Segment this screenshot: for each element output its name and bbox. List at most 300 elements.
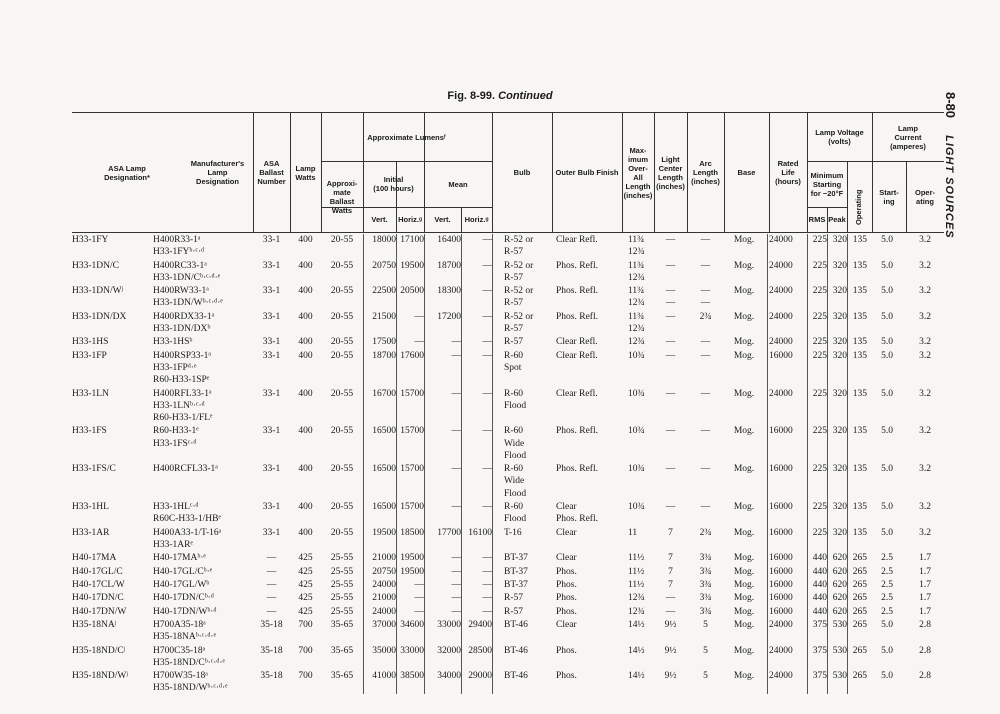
table-body <box>72 234 944 696</box>
cell-operating-current: 1.7 <box>919 566 931 577</box>
cell-peak: 530 <box>832 620 847 631</box>
cell-start-current: 2.5 <box>881 606 893 617</box>
cell-initial-vert: 16500 <box>372 426 396 437</box>
cell-rated-life: 16000 <box>769 350 793 361</box>
cell-lamp-watts: 700 <box>298 671 313 682</box>
cell-operating-v: 135 <box>852 426 867 437</box>
cell-light-center: — <box>665 388 676 399</box>
cell-arc-length: 3¾ <box>699 606 712 617</box>
header-vert-mean: Vert. <box>434 215 451 224</box>
cell-arc-length: 3¾ <box>699 553 712 564</box>
table-row <box>72 579 944 592</box>
table-row <box>72 463 944 501</box>
cell-initial-vert: 41000 <box>372 671 396 682</box>
cell-mean-horiz: — <box>482 235 492 245</box>
cell-initial-horiz: 18500 <box>400 527 424 538</box>
cell-operating-current: 3.2 <box>919 337 931 348</box>
cell-bulb: R-57 <box>504 606 523 617</box>
cell-operating-current: 3.2 <box>919 235 931 245</box>
cell-ballast-watts: 25-55 <box>330 553 354 564</box>
cell-peak: 320 <box>832 260 847 271</box>
table-row <box>72 566 944 579</box>
cell-finish: Clear Refl. <box>556 350 598 361</box>
cell-finish: Phos. <box>556 645 577 656</box>
cell-mean-horiz: 16100 <box>468 527 492 538</box>
cell-operating-current: 2.8 <box>919 645 931 656</box>
header-ballast-watts: Approxi- mate Ballast Watts <box>326 178 358 215</box>
cell-manufacturer: H700A35-18ᵃ H35-18NAᵇ·ᶜ·ᵈ·ᵉ <box>153 620 216 643</box>
cell-rms: 225 <box>812 388 827 399</box>
cell-ballast-number: 35-18 <box>260 620 283 631</box>
cell-initial-vert: 18000 <box>372 235 396 245</box>
cell-light-center: — — <box>665 286 676 309</box>
cell-max-length: 12¾ <box>628 337 645 348</box>
cell-rms: 440 <box>812 553 827 564</box>
cell-rated-life: 16000 <box>769 606 793 617</box>
cell-operating-current: 2.8 <box>919 671 931 682</box>
cell-peak: 620 <box>832 553 847 564</box>
cell-operating-v: 265 <box>852 606 867 617</box>
cell-rms: 440 <box>812 606 827 617</box>
cell-operating-v: 135 <box>852 311 867 322</box>
cell-initial-horiz: 38500 <box>400 671 424 682</box>
cell-ballast-watts: 20-55 <box>330 426 354 437</box>
cell-start-current: 5.0 <box>881 464 893 475</box>
cell-bulb: BT-37 <box>504 566 528 577</box>
cell-arc-length: — <box>700 426 711 437</box>
cell-lamp-watts: 400 <box>298 501 313 512</box>
figure-number: Fig. 8-99. <box>447 90 496 102</box>
cell-mean-horiz: — <box>482 388 492 399</box>
cell-base: Mog. <box>733 593 755 604</box>
cell-finish: Phos. <box>556 566 577 577</box>
cell-peak: 620 <box>832 593 847 604</box>
cell-manufacturer: H40-17GL/Wᵇ <box>153 579 210 590</box>
cell-max-length: 14½ <box>628 671 645 682</box>
cell-operating-current: 3.2 <box>919 350 931 361</box>
cell-operating-v: 265 <box>852 579 867 590</box>
cell-operating-current: 3.2 <box>919 260 931 271</box>
cell-rms: 225 <box>812 260 827 271</box>
cell-mean-vert: — <box>451 579 461 590</box>
cell-mean-vert: — <box>451 566 461 577</box>
header-asa-lamp: ASA Lamp Designation* <box>104 163 150 182</box>
cell-lamp-watts: 425 <box>298 606 313 617</box>
cell-operating-v: 135 <box>852 235 867 245</box>
cell-peak: 320 <box>832 527 847 538</box>
header-horiz-mean: Horiz.ᵍ <box>464 215 489 224</box>
cell-asa: H33-1DN/C <box>72 260 119 271</box>
cell-operating-current: 3.2 <box>919 464 931 475</box>
table-row <box>72 425 944 463</box>
cell-rms: 375 <box>812 671 827 682</box>
cell-rated-life: 24000 <box>769 671 793 682</box>
cell-operating-current: 2.8 <box>919 620 931 631</box>
cell-light-center: — <box>665 593 676 604</box>
cell-initial-vert: 21500 <box>372 311 396 322</box>
cell-arc-length: — <box>700 464 711 475</box>
cell-initial-horiz: — <box>414 579 424 590</box>
cell-arc-length: — <box>700 501 711 512</box>
cell-manufacturer: R60-H33-1ᵉ H33-1FSᶜ·ᵈ <box>153 426 199 449</box>
cell-initial-horiz: 19500 <box>400 260 424 271</box>
cell-ballast-watts: 25-55 <box>330 566 354 577</box>
cell-initial-horiz: 15700 <box>400 426 424 437</box>
cell-rated-life: 24000 <box>769 645 793 656</box>
cell-asa: H33-1DN/Wʲ <box>72 286 124 297</box>
cell-finish: Phos. <box>556 606 577 617</box>
table-row <box>72 645 944 671</box>
cell-rms: 440 <box>812 566 827 577</box>
cell-asa: H40-17MA <box>72 553 117 564</box>
cell-rms: 225 <box>812 337 827 348</box>
cell-base: Mog. <box>733 620 755 631</box>
cell-ballast-watts: 35-65 <box>330 671 354 682</box>
cell-mean-vert: 17200 <box>437 311 461 322</box>
cell-ballast-number: 33-1 <box>262 350 281 361</box>
cell-asa: H33-1FS/C <box>72 464 116 475</box>
cell-start-current: 5.0 <box>881 620 893 631</box>
cell-max-length: 11¾ 12¾ <box>628 235 645 258</box>
cell-lamp-watts: 425 <box>298 579 313 590</box>
cell-manufacturer: H40-17GL/Cᵇ·ᵉ <box>153 566 213 577</box>
cell-rated-life: 24000 <box>769 620 793 631</box>
cell-rated-life: 24000 <box>769 260 793 271</box>
cell-lamp-watts: 400 <box>298 464 313 475</box>
cell-max-length: 11¾ 12¾ <box>628 311 645 334</box>
cell-manufacturer: H400R33-1ᵃ H33-1FYᵇ·ᶜ·ᵈ <box>153 235 205 258</box>
cell-lamp-watts: 400 <box>298 337 313 348</box>
cell-light-center: — <box>665 311 676 322</box>
cell-asa: H33-1HS <box>72 337 109 348</box>
cell-operating-current: 1.7 <box>919 606 931 617</box>
cell-lamp-watts: 425 <box>298 593 313 604</box>
cell-max-length: 12¾ <box>628 593 645 604</box>
cell-operating-v: 265 <box>852 671 867 682</box>
cell-initial-horiz: 34600 <box>400 620 424 631</box>
cell-initial-horiz: 19500 <box>400 566 424 577</box>
cell-operating-v: 135 <box>852 527 867 538</box>
cell-bulb: R-60 Flood <box>504 501 527 525</box>
cell-initial-vert: 35000 <box>372 645 396 656</box>
cell-asa: H33-1LN <box>72 388 109 399</box>
cell-mean-vert: — <box>451 426 461 437</box>
cell-rms: 440 <box>812 579 827 590</box>
header-approx-lumens: Approximate Lumensᶠ <box>367 132 446 142</box>
cell-initial-horiz: 19500 <box>400 553 424 564</box>
cell-base: Mog. <box>733 235 755 245</box>
cell-finish: Clear Refl. <box>556 337 598 348</box>
table-row <box>72 606 944 619</box>
header-base: Base <box>737 168 756 177</box>
cell-initial-horiz: 15700 <box>400 388 424 399</box>
cell-ballast-watts: 20-55 <box>330 235 354 245</box>
cell-base: Mog. <box>733 671 755 682</box>
cell-start-current: 5.0 <box>881 645 893 656</box>
cell-operating-v: 135 <box>852 388 867 399</box>
cell-operating-current: 3.2 <box>919 501 931 512</box>
cell-mean-horiz: — <box>482 337 492 348</box>
cell-operating-v: 265 <box>852 566 867 577</box>
cell-rms: 375 <box>812 645 827 656</box>
cell-light-center: 9½ <box>664 645 677 656</box>
cell-light-center: — <box>665 260 676 271</box>
cell-base: Mog. <box>733 388 755 399</box>
cell-mean-horiz: — <box>482 566 492 577</box>
cell-arc-length: — <box>700 260 711 271</box>
cell-ballast-number: 33-1 <box>262 235 281 245</box>
cell-finish: Clear <box>556 553 577 564</box>
header-lamp-current: Lamp Current (amperes) <box>890 123 926 151</box>
cell-bulb: R-60 Flood <box>504 388 527 411</box>
table-row <box>72 234 944 260</box>
cell-max-length: 10¾ <box>628 464 645 475</box>
table-row <box>72 350 944 388</box>
cell-light-center: — <box>665 426 676 437</box>
cell-mean-vert: 17700 <box>437 527 461 538</box>
cell-mean-horiz: 29400 <box>468 620 492 631</box>
cell-base: Mog. <box>733 464 755 475</box>
table-row <box>72 285 944 311</box>
cell-mean-vert: 18300 <box>437 286 461 297</box>
cell-ballast-number: 33-1 <box>262 464 281 475</box>
cell-asa: H33-1AR <box>72 527 110 538</box>
cell-initial-vert: 20750 <box>372 260 396 271</box>
header-horiz-initial: Horiz.ᵍ <box>398 215 422 224</box>
cell-start-current: 5.0 <box>881 286 893 297</box>
header-operating-current: Oper- ating <box>914 187 935 206</box>
cell-lamp-watts: 400 <box>298 527 313 538</box>
cell-start-current: 2.5 <box>881 593 893 604</box>
cell-rms: 225 <box>812 527 827 538</box>
cell-mean-vert: — <box>451 350 461 361</box>
cell-finish: Clear <box>556 527 577 538</box>
cell-initial-horiz: 15700 <box>400 464 424 475</box>
cell-mean-vert: — <box>451 501 461 512</box>
cell-operating-v: 135 <box>852 286 867 297</box>
cell-rated-life: 24000 <box>769 235 793 245</box>
cell-initial-horiz: 33000 <box>400 645 424 656</box>
cell-operating-current: 3.2 <box>919 311 931 322</box>
cell-asa: H40-17DN/W <box>72 606 127 617</box>
cell-finish: Phos. Refl. <box>556 311 598 322</box>
cell-arc-length: — <box>700 350 711 361</box>
cell-bulb: R-57 <box>504 593 523 604</box>
cell-ballast-watts: 20-55 <box>330 311 354 322</box>
cell-initial-vert: 19500 <box>372 527 396 538</box>
cell-mean-horiz: — <box>482 311 492 322</box>
cell-base: Mog. <box>733 350 755 361</box>
cell-rated-life: 24000 <box>769 388 793 399</box>
cell-operating-current: 1.7 <box>919 579 931 590</box>
cell-arc-length: 5 <box>703 671 708 682</box>
cell-start-current: 5.0 <box>881 426 893 437</box>
cell-mean-horiz: — <box>482 286 492 297</box>
cell-manufacturer: H400RW33-1ᵃ H33-1DN/Wᵇ·ᶜ·ᵈ·ᵉ <box>153 286 223 309</box>
cell-ballast-number: 33-1 <box>262 260 281 271</box>
cell-rms: 375 <box>812 620 827 631</box>
cell-operating-current: 3.2 <box>919 426 931 437</box>
cell-manufacturer: H400RCFL33-1ᵃ <box>153 464 218 475</box>
cell-arc-length: 3¾ <box>699 593 712 604</box>
cell-start-current: 5.0 <box>881 235 893 245</box>
cell-lamp-watts: 425 <box>298 566 313 577</box>
cell-light-center: 7 <box>668 566 673 577</box>
cell-base: Mog. <box>733 311 755 322</box>
cell-arc-length: — <box>700 235 711 245</box>
cell-operating-v: 265 <box>852 553 867 564</box>
header-vert-initial: Vert. <box>371 215 388 224</box>
cell-ballast-number: — <box>266 593 277 604</box>
cell-start-current: 5.0 <box>881 311 893 322</box>
header-max-length: Max- imum Over- All Length (inches) <box>623 145 653 200</box>
cell-peak: 320 <box>832 286 847 297</box>
cell-light-center: 9½ <box>664 620 677 631</box>
header-starting-current: Start- ing <box>879 187 899 206</box>
cell-base: Mog. <box>733 527 755 538</box>
cell-mean-vert: — <box>451 553 461 564</box>
cell-start-current: 5.0 <box>881 350 893 361</box>
cell-operating-v: 135 <box>852 350 867 361</box>
cell-lamp-watts: 400 <box>298 286 313 297</box>
cell-mean-vert: 18700 <box>437 260 461 271</box>
cell-operating-current: 1.7 <box>919 593 931 604</box>
cell-rms: 225 <box>812 464 827 475</box>
cell-ballast-watts: 20-55 <box>330 260 354 271</box>
cell-ballast-watts: 35-65 <box>330 620 354 631</box>
cell-base: Mog. <box>733 553 755 564</box>
cell-bulb: R-52 or R-57 <box>504 286 534 309</box>
cell-manufacturer: H33-1HSᵇ <box>153 337 193 348</box>
cell-ballast-number: 35-18 <box>260 645 283 656</box>
cell-ballast-watts: 20-55 <box>330 464 354 475</box>
cell-max-length: 10¾ <box>628 388 645 399</box>
cell-operating-v: 135 <box>852 464 867 475</box>
cell-base: Mog. <box>733 501 755 512</box>
cell-mean-vert: — <box>451 464 461 475</box>
cell-operating-current: 3.2 <box>919 286 931 297</box>
cell-ballast-number: 33-1 <box>262 337 281 348</box>
cell-initial-horiz: 20500 <box>400 286 424 297</box>
cell-initial-vert: 16700 <box>372 388 396 399</box>
page-number: 8-80 <box>943 92 958 119</box>
cell-rated-life: 16000 <box>769 426 793 437</box>
header-rated-life: Rated Life (hours) <box>775 159 801 186</box>
cell-peak: 620 <box>832 579 847 590</box>
cell-mean-horiz: 29000 <box>468 671 492 682</box>
cell-start-current: 5.0 <box>881 527 893 538</box>
cell-arc-length: 2¾ <box>699 527 712 538</box>
cell-manufacturer: H33-1HLᶜ·ᵈ R60C-H33-1/HBᵉ <box>153 501 221 525</box>
cell-mean-vert: — <box>451 388 461 399</box>
cell-light-center: — <box>665 235 676 245</box>
header-peak: Peak <box>828 215 846 224</box>
cell-base: Mog. <box>733 579 755 590</box>
cell-mean-horiz: — <box>482 350 492 361</box>
cell-lamp-watts: 400 <box>298 311 313 322</box>
cell-finish: Phos. Refl. <box>556 426 598 437</box>
header-manufacturer: Manufacturer's Lamp Designation <box>190 159 245 186</box>
cell-mean-horiz: — <box>482 579 492 590</box>
cell-asa: H33-1FY <box>72 235 109 245</box>
table-row <box>72 311 944 337</box>
cell-initial-horiz: — <box>414 337 424 348</box>
cell-ballast-watts: 20-55 <box>330 337 354 348</box>
cell-start-current: 5.0 <box>881 671 893 682</box>
cell-lamp-watts: 400 <box>298 235 313 245</box>
cell-mean-horiz: — <box>482 260 492 271</box>
cell-max-length: 12¾ <box>628 606 645 617</box>
header-light-center: Light Center Length (inches) <box>656 154 685 191</box>
cell-initial-vert: 21000 <box>372 593 396 604</box>
cell-initial-vert: 37000 <box>372 620 396 631</box>
cell-bulb: R-57 <box>504 337 523 348</box>
cell-peak: 320 <box>832 388 847 399</box>
cell-arc-length: — — <box>700 286 711 309</box>
header-mean: Mean <box>448 179 468 189</box>
header-rms: RMS <box>808 215 826 224</box>
cell-peak: 530 <box>832 671 847 682</box>
cell-bulb: R-60 Wide Flood <box>504 426 527 461</box>
header-lamp-watts: Lamp Watts <box>295 163 316 182</box>
cell-rms: 440 <box>812 593 827 604</box>
cell-ballast-number: 33-1 <box>262 501 281 512</box>
cell-manufacturer: H40-17MAᵇ·ᵉ <box>153 553 206 564</box>
cell-bulb: T-16 <box>504 527 522 538</box>
header-ballast-number: ASA Ballast Number <box>257 159 286 186</box>
cell-operating-current: 1.7 <box>919 553 931 564</box>
cell-operating-v: 135 <box>852 260 867 271</box>
cell-finish: Clear <box>556 620 577 631</box>
cell-initial-vert: 16500 <box>372 464 396 475</box>
cell-ballast-number: — <box>266 553 277 564</box>
cell-peak: 620 <box>832 606 847 617</box>
cell-mean-vert: — <box>451 337 461 348</box>
cell-ballast-number: — <box>266 579 277 590</box>
cell-asa: H33-1FP <box>72 350 107 361</box>
cell-light-center: 9½ <box>664 671 677 682</box>
cell-manufacturer: H700C35-18ᵃ H35-18ND/Cᵇ·ᶜ·ᵈ·ᵉ <box>153 645 225 668</box>
cell-asa: H33-1FS <box>72 426 107 437</box>
cell-mean-horiz: — <box>482 553 492 564</box>
cell-manufacturer: H400A33-1/T-16ᵃ H33-1ARᵉ <box>153 527 222 550</box>
cell-peak: 320 <box>832 235 847 245</box>
cell-initial-horiz: — <box>414 311 424 322</box>
cell-bulb: R-60 Spot <box>504 350 523 373</box>
cell-asa: H40-17GL/C <box>72 566 123 577</box>
cell-mean-vert: 33000 <box>437 620 461 631</box>
table-row <box>72 501 944 527</box>
cell-ballast-watts: 25-55 <box>330 606 354 617</box>
cell-initial-vert: 17500 <box>372 337 396 348</box>
table-row <box>72 260 944 286</box>
cell-arc-length: — <box>700 337 711 348</box>
cell-rms: 225 <box>812 350 827 361</box>
cell-light-center: — <box>665 501 676 512</box>
cell-bulb: R-52 or R-57 <box>504 311 534 334</box>
table-row <box>72 336 944 349</box>
cell-lamp-watts: 400 <box>298 426 313 437</box>
cell-max-length: 11½ <box>628 566 645 577</box>
cell-operating-v: 135 <box>852 337 867 348</box>
cell-finish: Clear Refl. <box>556 235 598 245</box>
cell-mean-vert: 16400 <box>437 235 461 245</box>
cell-manufacturer: H700W35-18ᵃ H35-18ND/Wᵇ·ᶜ·ᵈ·ᵉ <box>153 671 228 694</box>
cell-rated-life: 16000 <box>769 566 793 577</box>
cell-ballast-number: 33-1 <box>262 311 281 322</box>
header-operating-voltage: Operating <box>854 189 863 225</box>
cell-rated-life: 16000 <box>769 593 793 604</box>
